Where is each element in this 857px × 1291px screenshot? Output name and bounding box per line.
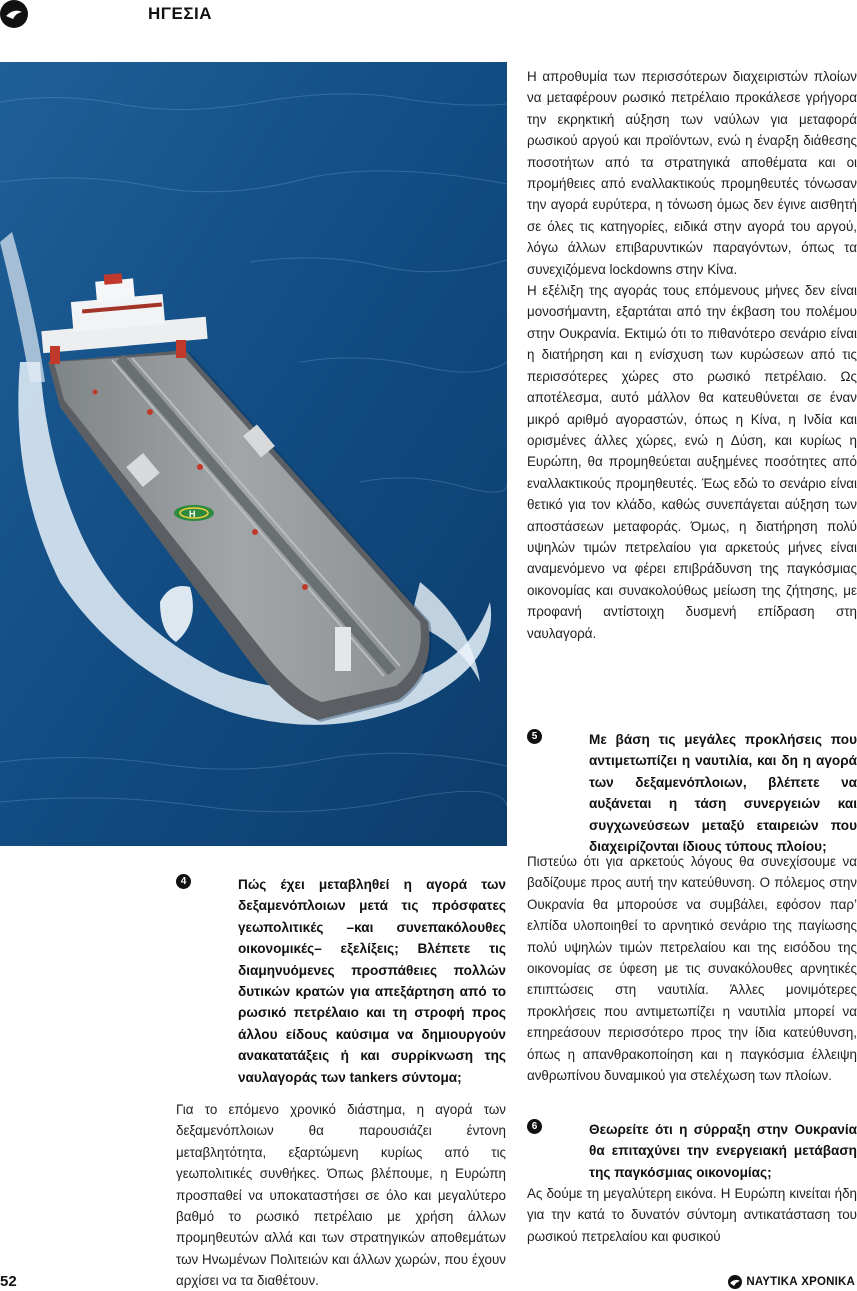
brand-name: ΝΑΥΤΙΚΑ ΧΡΟΝΙΚΑ — [746, 1276, 855, 1288]
helipad-letter: H — [189, 509, 196, 519]
answer-4-paragraph-1: Για το επόμενο χρονικό διάστημα, η αγορά των δεξαμενόπλοιων θα παρουσιάζει έντονη μεταβλητότητα, εξαρτώμενη κυρίως από τις γεωπολιτικές συνθήκες. Όπως βλέπουμε, η Ευρώπη προσπαθεί να υποκαταστήσει σε όλο και μεγαλύτερο βαθμό το ρωσικό πετρέλαιο με χρήση άλλων προμηθευτών αλλά και των στρατηγικών αποθεμάτων των Ηνωμένων Πολιτειών και άλλων χωρών, που έχουν αρχίσει να τα διαθέτουν. — [176, 1102, 506, 1289]
question-5 — [527, 729, 857, 857]
brand-logo-icon — [728, 1275, 742, 1289]
question-5-number: 5 — [527, 729, 542, 744]
question-4 — [176, 874, 506, 1088]
answer-4-paragraph-3: Η εξέλιξη της αγοράς τους επόμενους μήνες δεν είναι μονοσήμαντη, εξαρτάται από την έκβαση του πολέμου στην Ουκρανία. Εκτιμώ ότι το πιθανότερο σενάριο είναι η διατήρηση και η ενίσχυση των κυρώσεων από τις περισσότερες χώρες στο ρωσικό πετρέλαιο. Ως αποτέλεσμα, αυτό μάλλον θα κατευθύνεται σε έναν μικρό αριθμό αγοραστών, όπως η Κίνα, η Ινδία και ορισμένες άλλες χώρες, ενώ η Δύση, και κυρίως η Ευρώπη, θα προμηθεύεται αυξημένες ποσότητες από εναλλακτικούς προμηθευτές. Έως εδώ το σενάριο είναι θετικό για τον κλάδο, καθώς συνεπάγεται αύξηση των αποστάσεων μεταφοράς. Όμως, η διατήρηση πολύ υψηλών τιμών πετρελαίου για αρκετούς μήνες είναι αναμενόμενο να φέρει επιβράδυνση της παγκόσμιας οικονομίας και συνακολούθως μείωση της ζήτησης, με προφανή αντίστοιχη δυσμενή επίδραση στη ναυλαγορά. — [527, 283, 857, 641]
answer-4-left-column — [176, 1099, 506, 1291]
ship-bow-icon — [5, 7, 23, 21]
question-4-text: Πώς έχει μεταβληθεί η αγορά των δεξαμενόπλοιων μετά τις πρόσφατες γεωπολιτικές –και συνεπακόλουθες οικονομικές– εξελίξεις; Βλέπετε τις διαμηνυόμενες προσπάθειες πολλών δυτικών κρατών για απεξάρτηση από το ρωσικό πετρέλαιο και τη στροφή προς άλλου είδους καύσιμα να δημιουργούν ανακατατάξεις ή και συρρίκνωση της ναυλαγοράς των tankers σύντομα; — [238, 877, 506, 1085]
answer-6-paragraph: Ας δούμε τη μεγαλύτερη εικόνα. Η Ευρώπη κινείται ήδη για την κατά το δυνατόν σύντομη αντικατάσταση του ρωσικού πετρελαίου και φυσικού — [527, 1186, 857, 1244]
answer-4-right-column — [527, 66, 857, 644]
answer-5 — [527, 851, 857, 1086]
magazine-logo-icon — [0, 0, 28, 28]
answer-6 — [527, 1183, 857, 1247]
tanker-photo — [0, 62, 507, 846]
question-6-number: 6 — [527, 1119, 542, 1134]
question-4-number: 4 — [176, 874, 191, 889]
question-6 — [527, 1119, 857, 1183]
section-title: ΗΓΕΣΙΑ — [148, 4, 213, 23]
footer-brand — [728, 1275, 855, 1289]
page-number: 52 — [0, 1273, 17, 1290]
answer-5-paragraph: Πιστεύω ότι για αρκετούς λόγους θα συνεχίσουμε να βαδίζουμε προς αυτή την κατεύθυνση. Ο πόλεμος στην Ουκρανία θα μπορούσε να συμβάλει, εφόσον παρ’ ελπίδα υλοποιηθεί το αρνητικό σενάριο της παγίωσης πολύ υψηλών τιμών πετρελαίου και της εισόδου της οικονομίας σε ύφεση με τις συνακόλουθες αρνητικές επιπτώσεις στη ναυτιλία. Άλλες μονιμότερες προκλήσεις που αντιμετωπίζει η ναυτιλία μπορεί να επηρεάσουν περισσότερο προς την ίδια κατεύθυνση, όπως η απανθρακοποίηση και η παγκόσμια έλλειψη ανθρωπίνου δυναμικού για στελέχωση των πλοίων. — [527, 854, 857, 1084]
answer-4-paragraph-2: Η απροθυμία των περισσότερων διαχειριστών πλοίων να μεταφέρουν ρωσικό πετρέλαιο προκάλεσε γρήγορα την εκρηκτική αύξηση των ναύλων για μεταφορά ρωσικού αργού και προϊόντων, ενώ η έναρξη διάθεσης ποσοτήτων από τα στρατηγικά αποθέματα και οι προμήθειες από εναλλακτικούς προμηθευτές τόνωσαν την αγορά ευρύτερα, η τόνωση όμως δεν έγινε αισθητή σε όλες τις κατηγορίες, ειδικά στην αγορά του αργού, λόγω άλλων επιβαρυντικών παραγόντων, όπως τα συνεχιζόμενα lockdowns στην Κίνα. — [527, 69, 857, 277]
question-5-text: Με βάση τις μεγάλες προκλήσεις που αντιμετωπίζει η ναυτιλία, και δη η αγορά των δεξαμενόπλοιων, βλέπετε να αυξάνεται η τάση συνεργειών και συγχωνεύσεων μεταξύ εταιρειών που διαχειρίζονται ίδιους τύπους πλοίου; — [589, 732, 857, 855]
question-6-text: Θεωρείτε ότι η σύρραξη στην Ουκρανία θα επιταχύνει την ενεργειακή μετάβαση της παγκόσμιας οικονομίας; — [589, 1122, 857, 1180]
